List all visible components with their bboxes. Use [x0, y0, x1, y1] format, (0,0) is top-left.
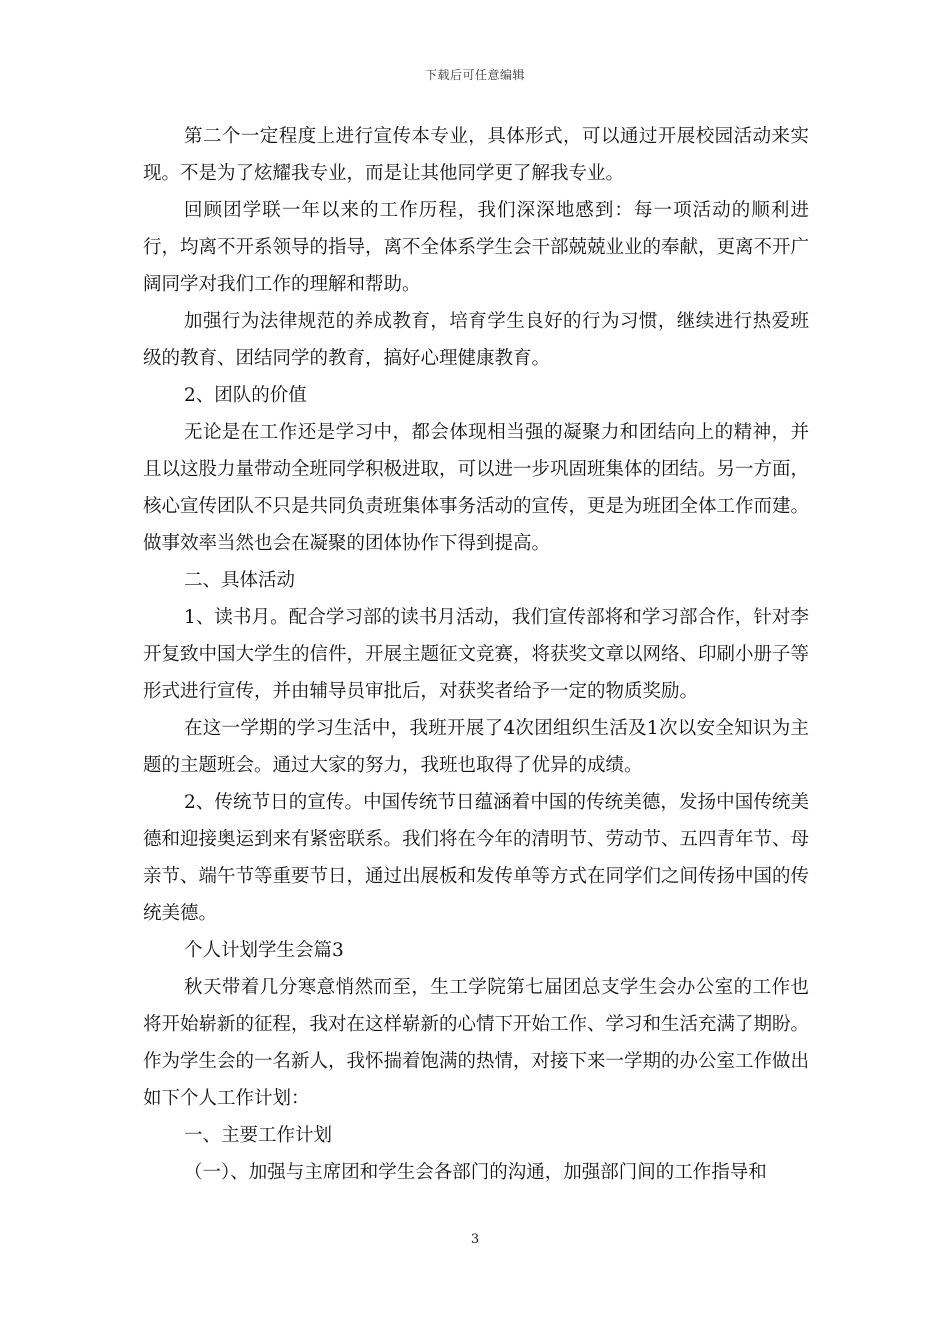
paragraph: 回顾团学联一年以来的工作历程，我们深深地感到：每一项活动的顺利进行，均离不开系领导的指导，离不全体系学生会干部兢兢业业的奉献，更离不开广阔同学对我们工作的理解和帮助。	[143, 200, 810, 295]
paragraph: 1、读书月。配合学习部的读书月活动，我们宣传部将和学习部合作，针对李开复致中国大学生的信件，开展主题征文竞赛，将获奖文章以网络、印刷小册子等形式进行宣传，并由辅导员审批后，对获奖者给予一定的物质奖励。	[143, 607, 810, 702]
paragraph: 在这一学期的学习生活中，我班开展了4次团组织生活及1次以安全知识为主题的主题班会。通过大家的努力，我班也取得了优异的成绩。	[143, 718, 809, 776]
paragraph: （一）、加强与主席团和学生会各部门的沟通，加强部门间的工作指导和	[184, 1162, 767, 1183]
document-body	[143, 118, 809, 1191]
section-heading: 一、主要工作计划	[184, 1125, 333, 1146]
paragraph: 无论是在工作还是学习中，都会体现相当强的凝聚力和团结向上的精神，并且以这股力量带动全班同学积极进取，可以进一步巩固班集体的团结。另一方面，核心宣传团队不只是共同负责班集体事务活动的宣传，更是为班团全体工作而建。做事效率当然也会在凝聚的团体协作下得到提高。	[143, 422, 810, 554]
section-heading: 2、团队的价值	[184, 385, 307, 406]
section-heading: 二、具体活动	[184, 570, 296, 591]
section-heading: 个人计划学生会篇3	[184, 940, 344, 961]
page-header: 下载后可任意编辑	[424, 68, 525, 82]
paragraph: 秋天带着几分寒意悄然而至，生工学院第七届团总支学生会办公室的工作也将开始崭新的征程，我对在这样崭新的心情下开始工作、学习和生活充满了期盼。作为学生会的一名新人，我怀揣着饱满的热情，对接下来一学期的办公室工作做出如下个人工作计划：	[143, 977, 810, 1109]
paragraph: 2、传统节日的宣传。中国传统节日蕴涵着中国的传统美德，发扬中国传统美德和迎接奥运到来有紧密联系。我们将在今年的清明节、劳动节、五四青年节、母亲节、端午节等重要节日，通过出展板和发传单等方式在同学们之间传扬中国的传统美德。	[143, 792, 810, 924]
paragraph: 第二个一定程度上进行宣传本专业，具体形式，可以通过开展校园活动来实现。不是为了炫耀我专业，而是让其他同学更了解我专业。	[143, 126, 809, 184]
paragraph: 加强行为法律规范的养成教育，培育学生良好的行为习惯，继续进行热爱班级的教育、团结同学的教育，搞好心理健康教育。	[143, 311, 809, 369]
page-number: 3	[470, 1232, 480, 1247]
